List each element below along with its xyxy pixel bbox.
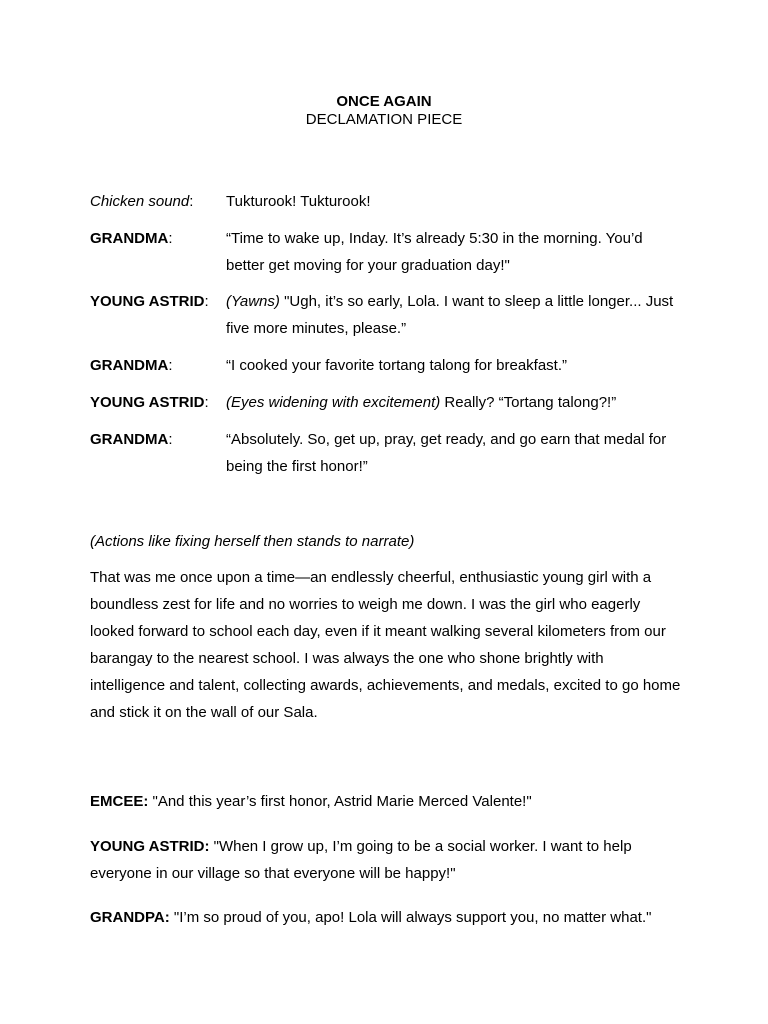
dialogue-line: “Time to wake up, Inday. It’s already 5:30 in the morning. You’d better get moving for your graduation day!" (226, 230, 643, 274)
speaker-label: EMCEE: (90, 793, 149, 810)
document-title: ONCE AGAIN (336, 93, 432, 110)
inline-dialogue-line: YOUNG ASTRID: "When I grow up, I’m going to be a social worker. I want to help everyone in our village so that everyone will be happy!" (90, 838, 632, 882)
dialogue-line: “Absolutely. So, get up, pray, get ready, and go earn that medal for being the first honor!” (226, 431, 667, 475)
speaker-label: YOUNG ASTRID: (90, 394, 209, 411)
stage-direction: (Eyes widening with excitement) (226, 394, 441, 411)
speaker-label: GRANDMA: (90, 431, 173, 448)
inline-dialogue-line: EMCEE: "And this year’s first honor, Astrid Marie Merced Valente!" (90, 793, 532, 810)
dialogue-line: “I cooked your favorite tortang talong for breakfast.” (226, 357, 568, 374)
dialogue-line: Tukturook! Tukturook! (226, 193, 371, 210)
document-subtitle: DECLAMATION PIECE (305, 111, 463, 128)
speaker-label: Chicken sound: (90, 193, 194, 210)
stage-direction-line: (Actions like fixing herself then stands to narrate) (90, 533, 415, 550)
speaker-label: GRANDPA: (90, 909, 170, 926)
speaker-label: GRANDMA: (90, 230, 173, 247)
inline-dialogue-line: GRANDPA: "I’m so proud of you, apo! Lola will always support you, no matter what." (90, 909, 652, 926)
dialogue-line: (Eyes widening with excitement) Really? “Tortang talong?!” (226, 394, 617, 411)
stage-direction: (Yawns) (226, 293, 280, 310)
speaker-label: YOUNG ASTRID: (90, 293, 209, 310)
speaker-label: GRANDMA: (90, 357, 173, 374)
title-block (0, 93, 768, 129)
speaker-label: YOUNG ASTRID: (90, 838, 210, 855)
narration-paragraph: That was me once upon a time—an endlessly cheerful, enthusiastic young girl with a boundless zest for life and no worries to weigh me down. I was the girl who eagerly looked forward to school each day, even if it meant walking several kilometers from our barangay to the nearest school. I was always the one who shone brightly with intelligence and talent, collecting awards, achievements, and medals, excited to go home and stick it on the wall of our Sala. (90, 569, 681, 721)
dialogue-line: (Yawns) "Ugh, it’s so early, Lola. I want to sleep a little longer... Just five more minutes, please.” (226, 293, 674, 337)
